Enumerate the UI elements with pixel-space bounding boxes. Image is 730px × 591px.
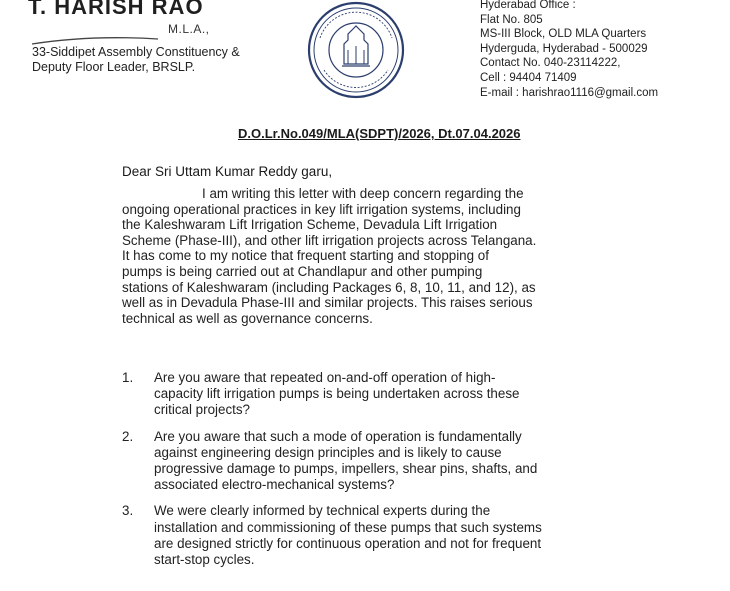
constituency-line: Deputy Floor Leader, BRSLP. (32, 60, 196, 74)
paragraph-line: Scheme (Phase-III), and other lift irrigation projects across Telangana. (122, 232, 537, 248)
item-line: start-stop cycles. (154, 552, 255, 568)
item-line: associated electro-mechanical systems? (154, 477, 395, 493)
email-line: E-mail : harishrao1116@gmail.com (480, 86, 659, 99)
address-line: Flat No. 805 (480, 13, 543, 26)
paragraph-line: ongoing operational practices in key lift irrigation systems, including (122, 201, 521, 217)
address-line: Contact No. 040-23114222, (480, 57, 621, 70)
paragraph-line: I am writing this letter with deep concern regarding the (202, 186, 524, 201)
paragraph-line: pumps is being carried out at Chandlapur and other pumping (122, 263, 483, 279)
item-line: progressive damage to pumps, impellers, shear pins, shafts, and (154, 461, 538, 477)
constituency-block (32, 45, 240, 75)
list-item (120, 370, 660, 419)
question-list (120, 370, 660, 578)
paragraph-line: the Kaleshwaram Lift Irrigation Scheme, Devadula Lift Irrigation (122, 217, 498, 233)
sender-name: T. HARISH RAO (28, 0, 204, 19)
reference-number: D.O.Lr.No.049/MLA(SDPT)/2026, Dt.07.04.2026 (238, 126, 521, 141)
sender-designation: M.L.A., (168, 22, 210, 36)
address-line: MS-III Block, OLD MLA Quarters (480, 28, 647, 41)
item-number: 3. (122, 503, 134, 519)
list-item (120, 429, 660, 494)
address-line: Hyderabad Office : (480, 0, 576, 11)
list-item (120, 503, 660, 568)
paragraph-line: stations of Kaleshwaram (including Packages 6, 8, 10, 11, and 12), as (122, 279, 536, 295)
constituency-line: 33-Siddipet Assembly Constituency & (32, 45, 240, 59)
item-line: We were clearly informed by technical experts during the (154, 503, 491, 519)
item-number: 2. (122, 428, 134, 444)
item-number: 1. (122, 370, 134, 385)
item-line: against engineering design principles and is likely to cause (154, 444, 502, 460)
item-line: critical projects? (154, 402, 250, 418)
paragraph-line: technical as well as governance concerns. (122, 310, 373, 326)
body-paragraph (122, 186, 654, 326)
address-line: Hyderguda, Hyderabad - 500029 (480, 42, 648, 55)
assembly-seal-icon (306, 0, 406, 100)
item-line: Are you aware that such a mode of operation is fundamentally (154, 428, 522, 444)
paragraph-line: It has come to my notice that frequent starting and stopping of (122, 248, 489, 264)
salutation: Dear Sri Uttam Kumar Reddy garu, (122, 164, 333, 179)
item-line: installation and commissioning of these pumps that such systems (154, 519, 542, 535)
address-line: Cell : 94404 71409 (480, 71, 577, 84)
item-line: Are you aware that repeated on-and-off operation of high- (154, 370, 496, 385)
paragraph-line: well as in Devadula Phase-III and similar projects. This raises serious (122, 295, 533, 311)
item-line: capacity lift irrigation pumps is being undertaken across these (154, 386, 520, 402)
address-block (480, 0, 658, 100)
item-line: are designed strictly for continuous operation and not for frequent (154, 535, 542, 551)
